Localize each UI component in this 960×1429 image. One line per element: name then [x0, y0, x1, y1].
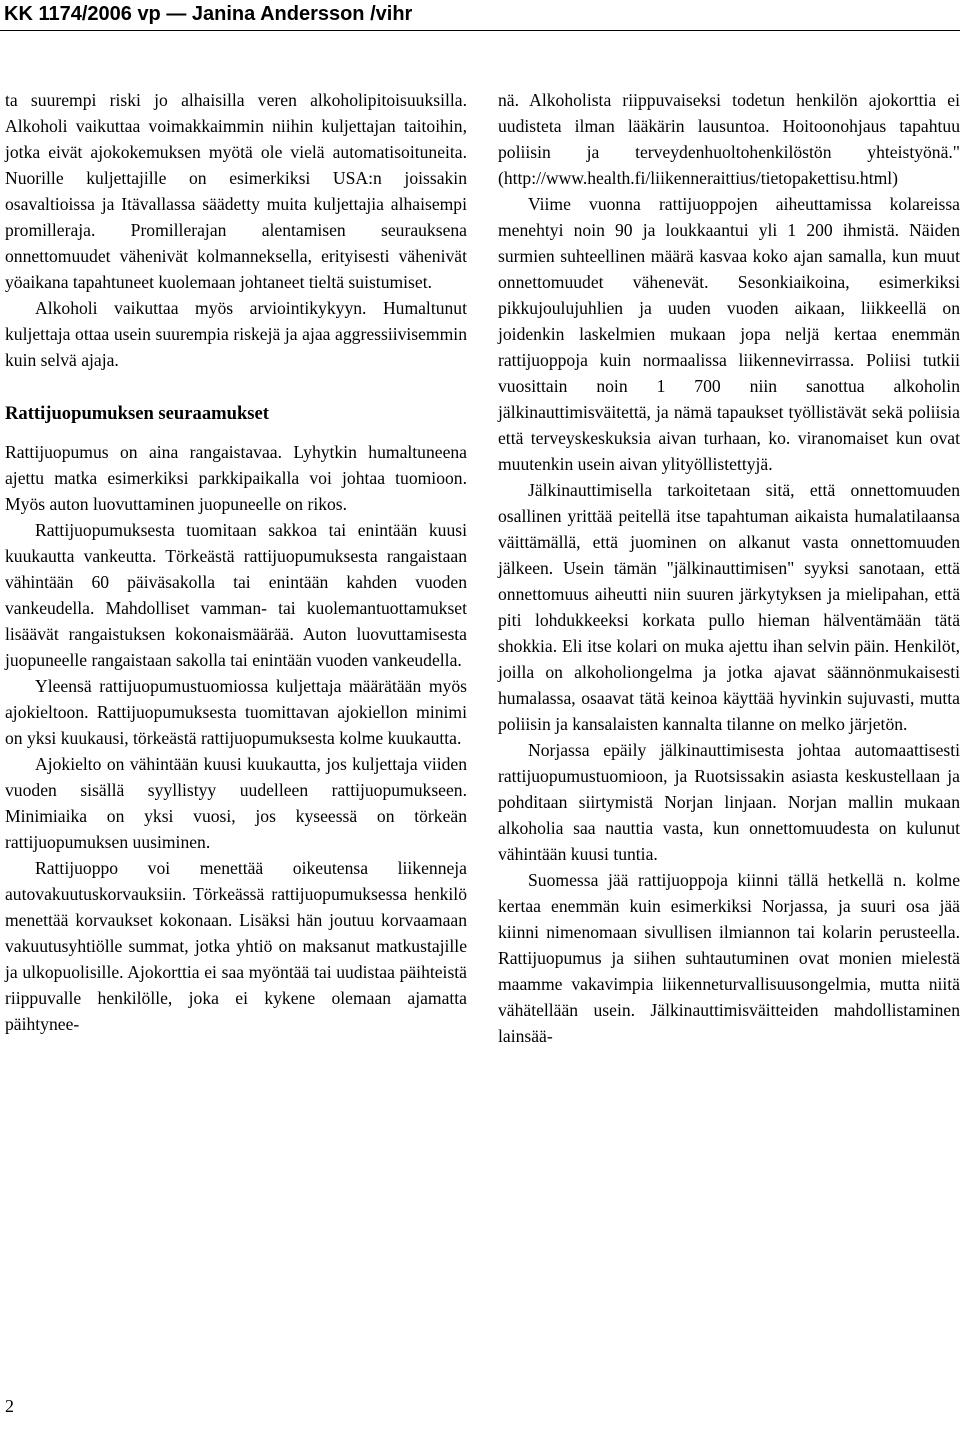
paragraph: nä. Alkoholista riippuvaiseksi todetun henkilön ajokorttia ei uudisteta ilman lääkärin lausuntoa. Hoitoonohjaus tapahtuu poliisin ja terveydenhuoltohenkilöstön yhteistyönä." (http://www.health.fi/liikenneraittius/tietopakettisu.html): [498, 90, 960, 188]
page-number: 2: [5, 1396, 14, 1416]
paragraph: Jälkinauttimisella tarkoitetaan sitä, että onnettomuuden osallinen yrittää peitellä itse tapahtuman aikaista humalatilaansa väittämällä, että juominen on alkanut vasta onnettomuuden jälkeen. Usein tämän "jälkinauttimisen" syyksi sanotaan, että onnettomuus aiheutti niin suuren järkytyksen ja mielipahan, että piti lohdukkeeksi korkata pullo hieman hälventämään tätä shokkia. Eli itse kolari on muka ajettu ihan selvin päin. Henkilöt, joilla on alkoholiongelma ja jotka ajavat säännönmukaisesti humalassa, osaavat tätä keinoa käyttää hyvinkin sujuvasti, mutta poliisin ja kansalaisten kannalta tilanne on melko järjetön.: [498, 480, 960, 734]
paragraph: Alkoholi vaikuttaa myös arviointikykyyn. Humaltunut kuljettaja ottaa usein suurempia riskejä ja ajaa aggressiivisemmin kuin selvä ajaja.: [5, 298, 467, 370]
paragraph: Rattijuoppo voi menettää oikeutensa liikenneja autovakuutuskorvauksiin. Törkeässä rattijuopumuksessa henkilö menettää korvaukset kokonaan. Lisäksi hän joutuu korvaamaan vakuutusyhtiölle summat, jotka yhtiö on maksanut matkustajille ja ulkopuolisille. Ajokorttia ei saa myöntää tai uudistaa päihteistä riippuvalle henkilölle, joka ei kykene olemaan ajamatta päihtynee-: [5, 858, 467, 1034]
paragraph: Viime vuonna rattijuoppojen aiheuttamissa kolareissa menehtyi noin 90 ja loukkaantui yli 1 200 ihmistä. Näiden surmien suhteellinen määrä kasvaa koko ajan samalla, kun muut onnettomuudet vähenevät. Sesonkiaikoina, esimerkiksi pikkujoulujuhlien ja uuden vuoden aikaan, liikkeellä on joidenkin laskelmien mukaan jopa neljä kertaa enemmän rattijuoppoja kuin normaalissa liikennevirrassa. Poliisi tutkii vuosittain noin 1 700 niin sanottua alkoholin jälkinauttimisväitettä, ja nämä tapaukset työllistävät sekä poliisia että terveyskeskuksia aivan turhaan, ko. viranomaiset kun ovat muutenkin usein aivan ylityöllistettyjä.: [498, 194, 960, 474]
section-heading: Rattijuopumuksen seuraamukset: [5, 403, 269, 424]
paragraph: Rattijuopumuksesta tuomitaan sakkoa tai enintään kuusi kuukautta vankeutta. Törkeästä rattijuopumuksesta rangaistaan vähintään 60 päiväsakolla tai enintään kahden vuoden vankeudella. Mahdolliset vamman- tai kuolemantuottamukset lisäävät rangaistuksen kokonaismäärää. Auton luovuttamisesta juopuneelle rangaistaan sakolla tai enintään vuoden vankeudella.: [5, 520, 467, 670]
paragraph: Norjassa epäily jälkinauttimisesta johtaa automaattisesti rattijuopumustuomioon, ja Ruotsissakin asiasta keskustellaan ja pohditaan siirtymistä Norjan linjaan. Norjan mallin mukaan alkoholia saa nauttia vasta, kun onnettomuudesta on kulunut vähintään kuusi tuntia.: [498, 740, 960, 864]
paragraph: Rattijuopumus on aina rangaistavaa. Lyhytkin humaltuneena ajettu matka esimerkiksi parkkipaikalla voi johtaa tuomioon. Myös auton luovuttaminen juopuneelle on rikos.: [5, 442, 467, 514]
paragraph: ta suurempi riski jo alhaisilla veren alkoholipitoisuuksilla. Alkoholi vaikuttaa voimakkaimmin niihin kuljettajan taitoihin, jotka eivät ajokokemuksen myötä ole vielä automatisoituneita. Nuorille kuljettajille on esimerkiksi USA:n joissakin osavaltioissa ja Itävallassa säädetty muita kuljettajia alhaisempi promilleraja. Promillerajan alentamisen seurauksena onnettomuudet vähenivät kolmanneksella, erityisesti vähenivät yöaikana tapahtuneet kuolemaan johtaneet tieltä suistumiset.: [5, 90, 467, 292]
paragraph: Yleensä rattijuopumustuomiossa kuljettaja määrätään myös ajokieltoon. Rattijuopumuksesta tuomittavan ajokiellon minimi on yksi kuukausi, törkeästä rattijuopumuksesta kolme kuukautta.: [5, 676, 467, 748]
right-column: [498, 87, 960, 1049]
document-header: KK 1174/2006 vp — Janina Andersson /vihr: [4, 3, 413, 25]
paragraph: Suomessa jää rattijuoppoja kiinni tällä hetkellä n. kolme kertaa enemmän kuin esimerkiksi Norjassa, ja suuri osa jää kiinni nimenomaan sivullisen ilmiannon tai kolarin perusteella. Rattijuopumus ja siihen suhtautuminen ovat monien mielestä maamme vakavimpia liikenneturvallisuusongelmia, mutta niitä vähätellään usein. Jälkinauttimisväitteiden mahdollistaminen lainsää-: [498, 870, 960, 1046]
paragraph: Ajokielto on vähintään kuusi kuukautta, jos kuljettaja viiden vuoden sisällä syyllistyy uudelleen rattijuopumukseen. Minimiaika on yksi vuosi, jos kyseessä on törkeän rattijuopumuksen uusiminen.: [5, 754, 467, 852]
left-column: [5, 87, 467, 1037]
header-rule: [0, 30, 960, 31]
